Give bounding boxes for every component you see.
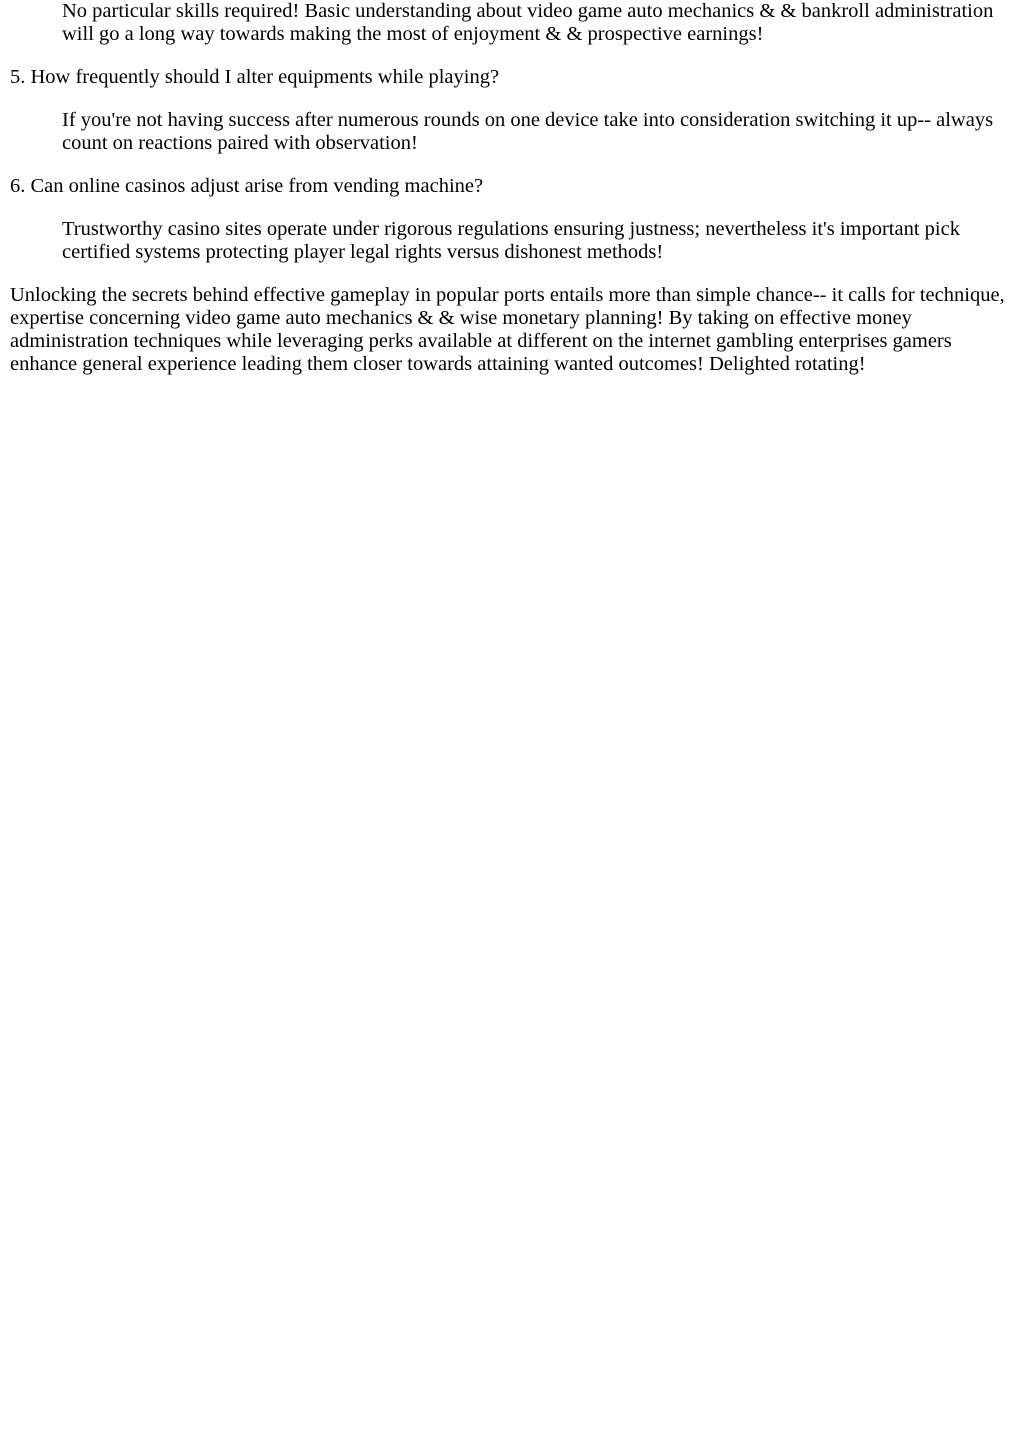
spacer bbox=[10, 264, 1014, 284]
spacer bbox=[10, 46, 1014, 66]
faq-answer-6: Trustworthy casino sites operate under rigorous regulations ensuring justness; nevertheless it's important pick certified systems protecting player legal rights versus dishonest methods! bbox=[62, 218, 960, 263]
spacer bbox=[10, 155, 1014, 175]
spacer bbox=[10, 198, 1014, 218]
document-body bbox=[10, 0, 1014, 376]
faq-question-5: 5. How frequently should I alter equipments while playing? bbox=[10, 66, 500, 88]
faq-question-6: 6. Can online casinos adjust arise from vending machine? bbox=[10, 175, 484, 197]
conclusion-paragraph: Unlocking the secrets behind effective gameplay in popular ports entails more than simple chance-- it calls for technique, expertise concerning video game auto mechanics & & wise monetary planning! By taking on effective money administration techniques while leveraging perks available at different on the internet gambling enterprises gamers enhance general experience leading them closer towards attaining wanted outcomes! Delighted rotating! bbox=[10, 284, 1005, 375]
faq-answer-4: No particular skills required! Basic understanding about video game auto mechanics & & bankroll administration will go a long way towards making the most of enjoyment & & prospective earnings! bbox=[62, 0, 994, 45]
faq-answer-5: If you're not having success after numerous rounds on one device take into consideration switching it up-- always count on reactions paired with observation! bbox=[62, 109, 994, 154]
spacer bbox=[10, 89, 1014, 109]
